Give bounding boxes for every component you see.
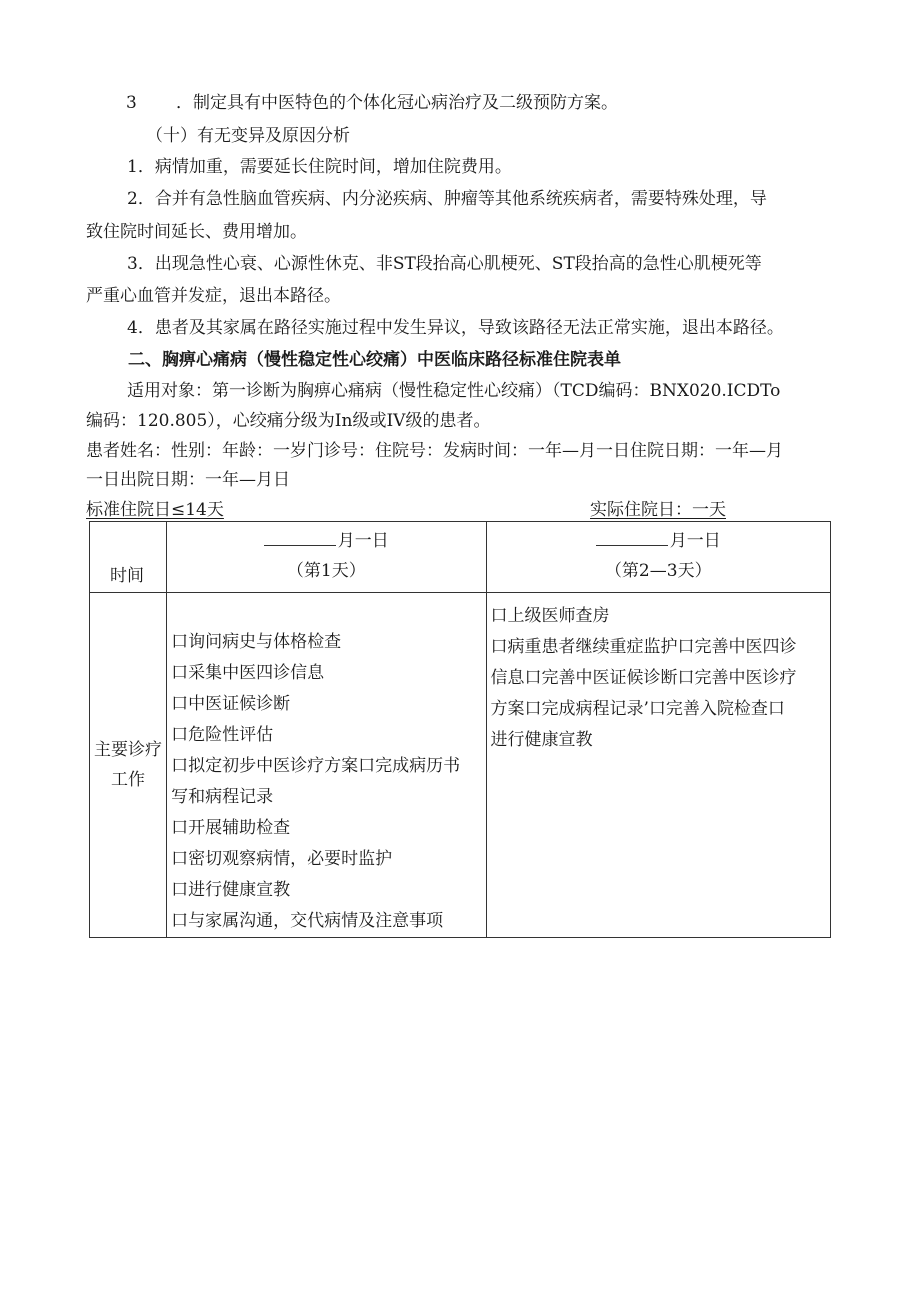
day2-date-blank [596, 527, 668, 546]
day1-item: 口询问病史与体格检查 [171, 632, 342, 652]
day1-item: 口危险性评估 [171, 725, 274, 745]
clinical-pathway-table [89, 521, 831, 938]
day2-item: 口病重患者继续重症监护口完善中医四诊 [490, 637, 797, 657]
day1-item: 写和病程记录 [171, 787, 274, 807]
day1-header-cell [167, 522, 486, 593]
patient-info-line1: 患者姓名：性别：年龄：一岁门诊号：住院号：发病时间：一年—月一日住院日期：一年—月 [86, 441, 783, 461]
day2-label: （第2—3天） [604, 561, 712, 581]
day2-items-cell [486, 593, 830, 938]
standard-stay-days: 标准住院日≤14天 [86, 500, 224, 520]
variation-item-2-line2: 致住院时间延长、费用增加。 [86, 222, 307, 242]
day2-item: 口上级医师查房 [490, 606, 610, 626]
day2-header-cell [486, 522, 830, 593]
day1-items-cell [167, 593, 486, 938]
table-header-row [90, 522, 831, 593]
variation-item-4: 4．患者及其家属在路径实施过程中发生异议，导致该路径无法正常实施，退出本路径。 [127, 318, 784, 338]
day1-item: 口拟定初步中医诊疗方案口完成病历书 [171, 756, 461, 776]
day1-item: 口中医证候诊断 [171, 694, 291, 714]
day1-item: 口开展辅助检查 [171, 818, 291, 838]
day1-date: 月一日 [337, 531, 389, 551]
day2-item: 信息口完善中医证候诊断口完善中医诊疗 [490, 668, 797, 688]
variation-item-1: 1．病情加重，需要延长住院时间，增加住院费用。 [127, 157, 512, 177]
day1-item: 口与家属沟通，交代病情及注意事项 [171, 911, 444, 931]
main-work-row [90, 593, 831, 938]
day2-date: 月一日 [669, 531, 721, 551]
time-header-cell [90, 522, 167, 593]
variation-item-3-line2: 严重心血管并发症，退出本路径。 [86, 286, 341, 306]
day1-item: 口密切观察病情，必要时监护 [171, 849, 393, 869]
day1-item: 口进行健康宣教 [171, 880, 291, 900]
section-variation-heading: （十）有无变异及原因分析 [146, 126, 350, 146]
day1-date-blank [264, 527, 336, 546]
para-treatment-plan: ．制定具有中医特色的个体化冠心病治疗及二级预防方案。 [176, 93, 618, 113]
variation-item-2-line1: 2．合并有急性脑血管疾病、内分泌疾病、肿瘤等其他系统疾病者，需要特殊处理，导 [127, 189, 767, 209]
main-work-label-line2: 工作 [111, 770, 146, 790]
main-work-label-cell [90, 593, 167, 938]
day2-item: 方案口完成病程记录’口完善入院检查口 [490, 699, 785, 719]
scope-line2: 编码：120.805），心绞痛分级为In级或IV级的患者。 [86, 411, 491, 431]
time-header: 时间 [110, 566, 144, 586]
day1-label: （第1天） [286, 561, 366, 581]
main-work-label-line1: 主要诊疗 [94, 740, 163, 760]
day1-item: 口采集中医四诊信息 [171, 663, 325, 683]
patient-info-line2: 一日出院日期：一年—月日 [86, 470, 290, 490]
scope-line1: 适用对象：第一诊断为胸痹心痛病（慢性稳定性心绞痛）（TCD编码：BNX020.ICDTo [127, 381, 781, 401]
actual-stay-days: 实际住院日：一天 [590, 500, 726, 520]
form-title: 二、胸痹心痛病（慢性稳定性心绞痛）中医临床路径标准住院表单 [128, 350, 621, 370]
variation-item-3-line1: 3．出现急性心衰、心源性休克、非ST段抬高心肌梗死、ST段抬高的急性心肌梗死等 [127, 254, 762, 274]
day2-item: 进行健康宣教 [490, 730, 593, 750]
para-3-number: 3 [126, 93, 137, 113]
